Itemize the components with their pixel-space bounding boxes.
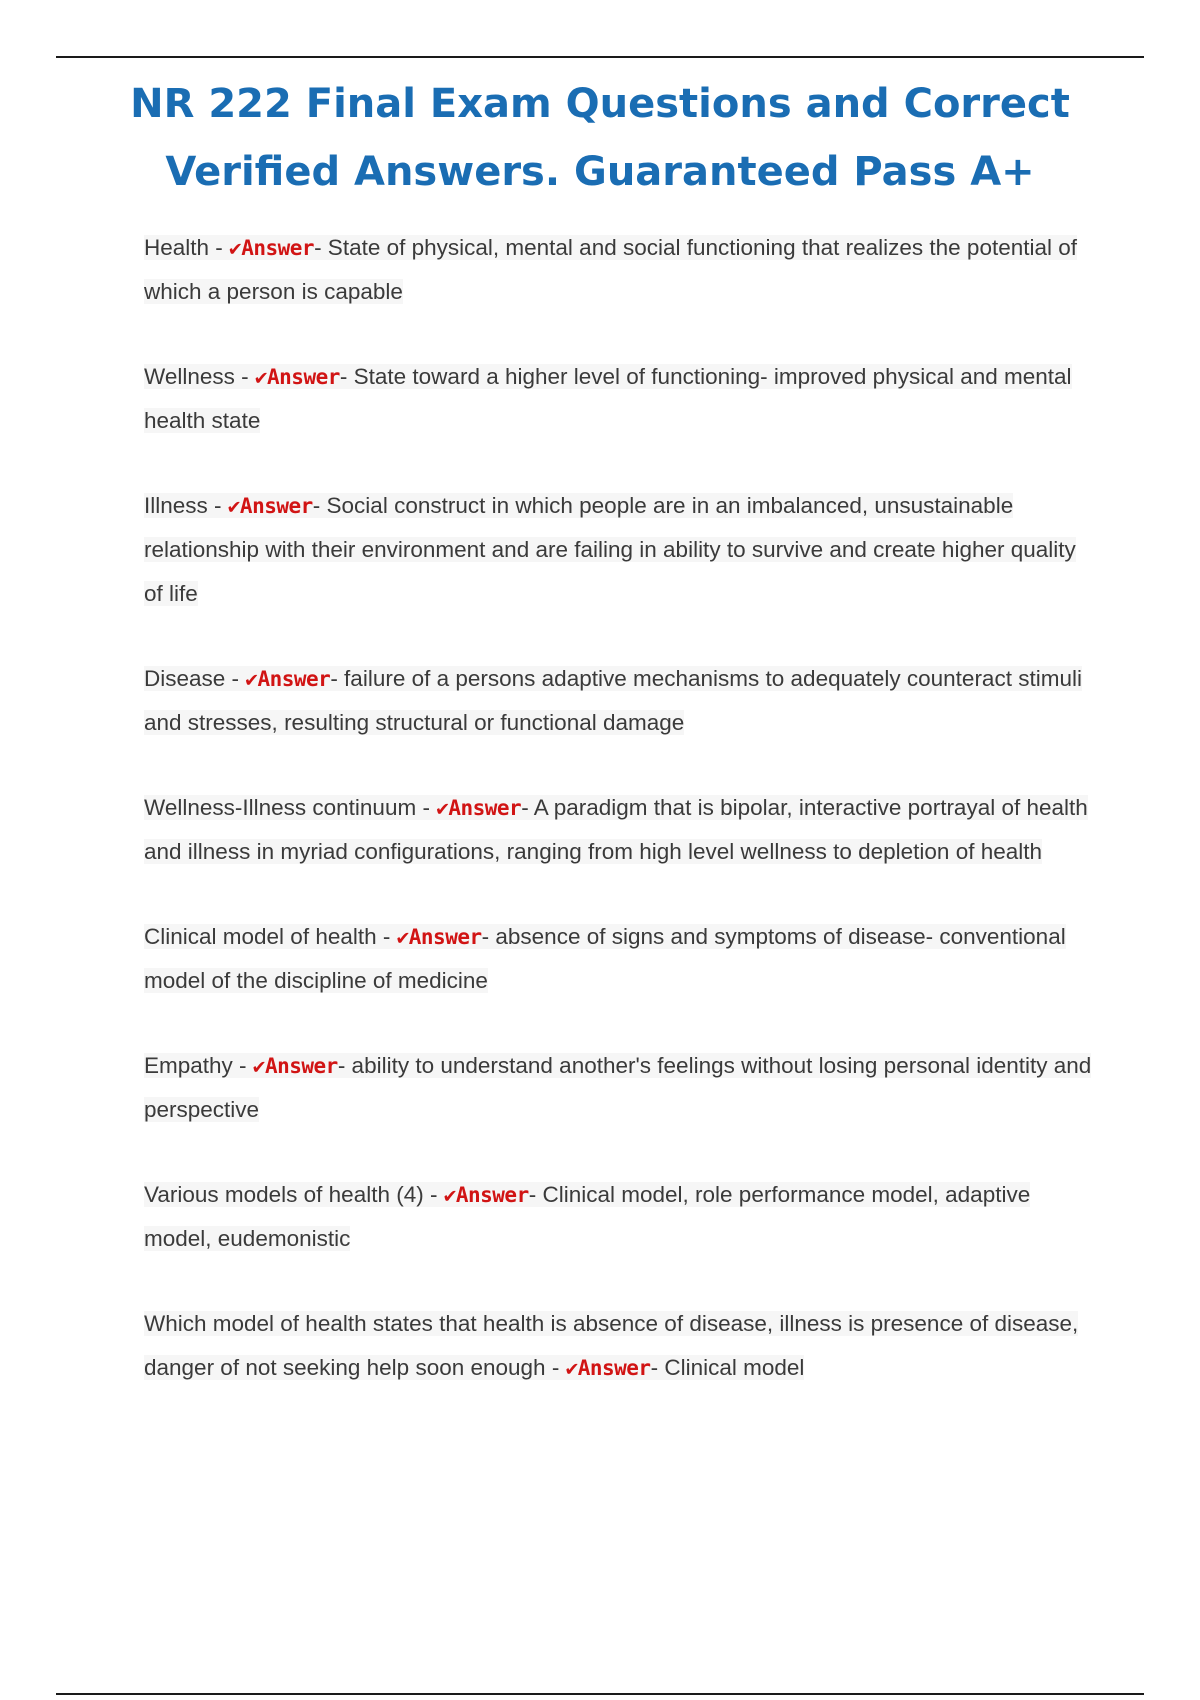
top-rule: [56, 56, 1144, 58]
qa-item: [144, 226, 1094, 314]
answer-label: ✔Answer: [252, 1054, 338, 1078]
answer-label: ✔Answer: [396, 925, 482, 949]
qa-definition: - ability to understand another's feelings without losing personal identity and perspective: [144, 1053, 1092, 1122]
document-title: [100, 70, 1100, 206]
answer-label: ✔Answer: [245, 667, 331, 691]
answer-label: ✔Answer: [229, 236, 315, 260]
answer-label: ✔Answer: [254, 365, 340, 389]
answer-label: ✔Answer: [443, 1183, 529, 1207]
qa-definition: - State of physical, mental and social functioning that realizes the potential of which a person is capable: [144, 235, 1078, 304]
qa-definition: - Social construct in which people are in an imbalanced, unsustainable relationship with their environment and are failing in ability to survive and create higher quality of life: [144, 493, 1076, 606]
answer-label: ✔Answer: [436, 796, 522, 820]
qa-term: Which model of health states that health is absence of disease, illness is presence of disease, danger of not seeking help soon enough -: [144, 1311, 1079, 1380]
qa-term: Various models of health (4) -: [144, 1182, 444, 1207]
qa-term: Wellness -: [144, 364, 255, 389]
answer-label: ✔Answer: [565, 1356, 651, 1380]
qa-definition: - A paradigm that is bipolar, interactive portrayal of health and illness in myriad configurations, ranging from high level wellness to depletion of health: [144, 795, 1088, 864]
qa-definition: - State toward a higher level of functioning- improved physical and mental health state: [144, 364, 1072, 433]
qa-item: [144, 915, 1094, 1003]
title-line-1: NR 222 Final Exam Questions and Correct: [130, 81, 1070, 127]
bottom-rule: [56, 1693, 1144, 1695]
qa-item: [144, 355, 1094, 443]
qa-term: Disease -: [144, 666, 246, 691]
title-line-2: Verified Answers. Guaranteed Pass A+: [165, 149, 1035, 195]
qa-item: [144, 1173, 1094, 1261]
qa-term: Clinical model of health -: [144, 924, 397, 949]
qa-term: Health -: [144, 235, 230, 260]
qa-item: [144, 1302, 1094, 1390]
qa-term: Illness -: [144, 493, 228, 518]
qa-definition: - Clinical model, role performance model, adaptive model, eudemonistic: [144, 1182, 1031, 1251]
qa-item: [144, 1044, 1094, 1132]
qa-item: [144, 657, 1094, 745]
qa-term: Wellness-Illness continuum -: [144, 795, 437, 820]
qa-definition: - absence of signs and symptoms of disease- conventional model of the discipline of medicine: [144, 924, 1066, 993]
answer-label: ✔Answer: [227, 494, 313, 518]
qa-term: Empathy -: [144, 1053, 253, 1078]
qa-list: [144, 226, 1094, 1431]
qa-item: [144, 484, 1094, 616]
qa-definition: - failure of a persons adaptive mechanisms to adequately counteract stimuli and stresses, resulting structural or functional damage: [144, 666, 1082, 735]
qa-definition: - Clinical model: [650, 1355, 805, 1380]
qa-item: [144, 786, 1094, 874]
